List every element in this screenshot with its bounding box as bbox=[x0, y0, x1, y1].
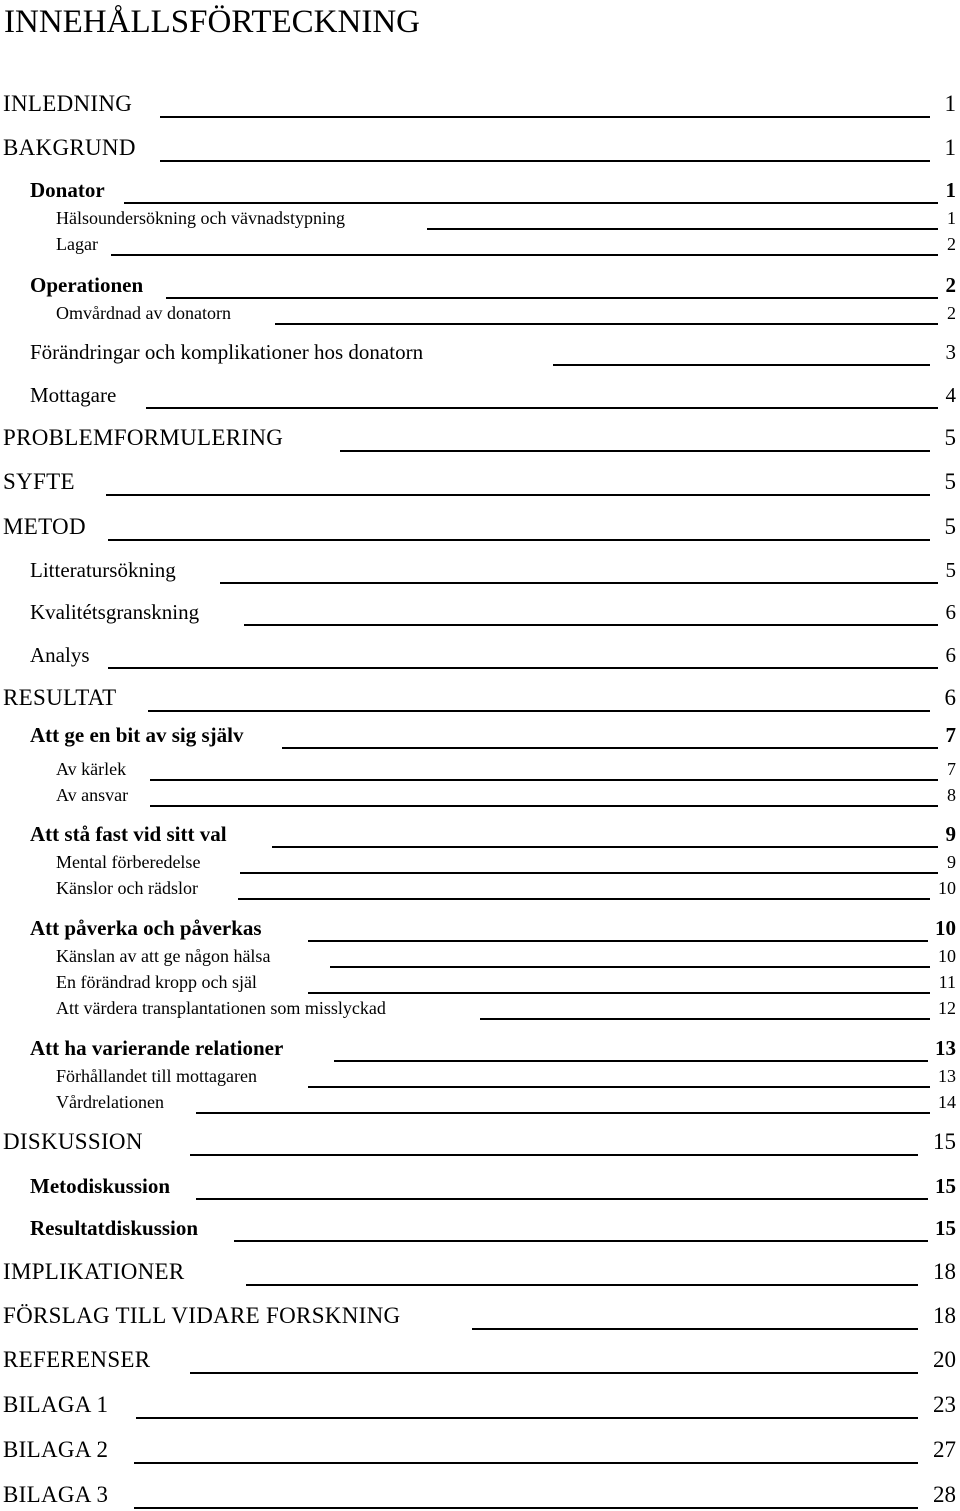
toc-entry-page-number: 18 bbox=[933, 1259, 956, 1284]
toc-entry-page-number: 2 bbox=[947, 234, 956, 254]
toc-entry-label: Att ge en bit av sig själv bbox=[30, 723, 244, 747]
leader-line bbox=[190, 1372, 918, 1374]
toc-entry-label: DISKUSSION bbox=[3, 1129, 143, 1154]
page-title: INNEHÅLLSFÖRTECKNING bbox=[4, 4, 420, 40]
toc-entry-page-number: 23 bbox=[933, 1392, 956, 1417]
toc-entry-label: Lagar bbox=[56, 234, 98, 254]
toc-entry-page-number: 18 bbox=[933, 1303, 956, 1328]
toc-entry-label: Kvalitétsgranskning bbox=[30, 600, 200, 624]
toc-entry-label: FÖRSLAG TILL VIDARE FORSKNING bbox=[3, 1303, 401, 1328]
toc-entry-label: En förändrad kropp och själ bbox=[56, 972, 257, 992]
toc-entry-label: Känslan av att ge någon hälsa bbox=[56, 946, 271, 966]
toc-entry-label: Vårdrelationen bbox=[56, 1092, 164, 1112]
toc-entry-page-number: 5 bbox=[945, 558, 956, 582]
toc-entry bbox=[0, 297, 960, 327]
toc-entry bbox=[0, 1172, 960, 1202]
toc-entry-label: Att påverka och påverkas bbox=[30, 916, 262, 940]
toc-entry-page-number: 6 bbox=[945, 600, 956, 624]
leader-line bbox=[160, 160, 930, 162]
toc-entry-page-number: 14 bbox=[938, 1092, 956, 1112]
toc-entry-label: BILAGA 1 bbox=[3, 1392, 109, 1417]
toc-entry-page-number: 28 bbox=[933, 1482, 956, 1507]
leader-line bbox=[160, 116, 930, 118]
leader-line bbox=[108, 667, 938, 669]
leader-line bbox=[196, 1198, 928, 1200]
toc-entry-page-number: 7 bbox=[947, 759, 956, 779]
toc-entry-label: BAKGRUND bbox=[3, 135, 136, 160]
toc-entry bbox=[0, 90, 960, 120]
leader-line bbox=[553, 364, 930, 366]
toc-entry-label: Analys bbox=[30, 643, 90, 667]
leader-line bbox=[190, 1154, 918, 1156]
leader-line bbox=[108, 539, 930, 541]
leader-line bbox=[111, 254, 938, 256]
toc-entry-page-number: 2 bbox=[945, 273, 956, 297]
toc-entry-page-number: 1 bbox=[944, 135, 956, 160]
leader-line bbox=[220, 582, 938, 584]
toc-entry-label: INLEDNING bbox=[3, 91, 133, 116]
toc-entry-label: Av kärlek bbox=[56, 759, 127, 779]
toc-entry bbox=[0, 641, 960, 671]
toc-entry-page-number: 5 bbox=[944, 514, 956, 539]
toc-entry-page-number: 15 bbox=[935, 1174, 956, 1198]
toc-entry-page-number: 11 bbox=[938, 972, 956, 992]
toc-entry-page-number: 5 bbox=[944, 425, 956, 450]
leader-line bbox=[196, 1112, 930, 1114]
toc-entry bbox=[0, 381, 960, 411]
leader-line bbox=[150, 805, 938, 807]
toc-entry-label: Operationen bbox=[30, 273, 144, 297]
toc-entry-page-number: 13 bbox=[935, 1036, 956, 1060]
toc-entry bbox=[0, 513, 960, 543]
leader-line bbox=[244, 624, 938, 626]
leader-line bbox=[238, 898, 930, 900]
leader-line bbox=[480, 1018, 930, 1020]
toc-entry-label: Att värdera transplantationen som misslyckad bbox=[56, 998, 386, 1018]
leader-line bbox=[472, 1328, 918, 1330]
toc-entry bbox=[0, 1128, 960, 1158]
toc-entry-label: RESULTAT bbox=[3, 685, 117, 710]
toc-entry-label: METOD bbox=[3, 514, 86, 539]
toc-entry-label: Hälsoundersökning och vävnadstypning bbox=[56, 208, 345, 228]
toc-entry-page-number: 4 bbox=[945, 383, 956, 407]
toc-entry-label: REFERENSER bbox=[3, 1347, 151, 1372]
toc-entry-label: SYFTE bbox=[3, 469, 75, 494]
toc-entry-page-number: 1 bbox=[945, 178, 956, 202]
toc-entry-label: Att stå fast vid sitt val bbox=[30, 822, 227, 846]
toc-entry-page-number: 8 bbox=[947, 785, 956, 805]
toc-entry-page-number: 15 bbox=[935, 1216, 956, 1240]
toc-entry bbox=[0, 598, 960, 628]
leader-line bbox=[282, 747, 938, 749]
leader-line bbox=[234, 1240, 928, 1242]
toc-entry-page-number: 12 bbox=[938, 998, 956, 1018]
toc-entry-page-number: 20 bbox=[933, 1347, 956, 1372]
toc-entry-page-number: 9 bbox=[945, 822, 956, 846]
leader-line bbox=[148, 710, 930, 712]
toc-entry-page-number: 3 bbox=[945, 340, 956, 364]
toc-entry bbox=[0, 134, 960, 164]
toc-entry-label: Omvårdnad av donatorn bbox=[56, 303, 231, 323]
toc-entry-label: Av ansvar bbox=[56, 785, 129, 805]
toc-entry bbox=[0, 1258, 960, 1288]
leader-line bbox=[106, 494, 930, 496]
toc-entry-page-number: 5 bbox=[944, 469, 956, 494]
toc-entry-label: PROBLEMFORMULERING bbox=[3, 425, 284, 450]
toc-entry bbox=[0, 1302, 960, 1332]
toc-entry-page-number: 15 bbox=[933, 1129, 956, 1154]
toc-entry-label: Mottagare bbox=[30, 383, 117, 407]
toc-entry-page-number: 10 bbox=[938, 878, 956, 898]
toc-entry bbox=[0, 1346, 960, 1376]
toc-entry-page-number: 6 bbox=[945, 643, 956, 667]
toc-entry-label: Att ha varierande relationer bbox=[30, 1036, 284, 1060]
toc-entry-page-number: 7 bbox=[945, 723, 956, 747]
toc-entry bbox=[0, 228, 960, 258]
toc-entry bbox=[0, 992, 960, 1022]
toc-entry bbox=[0, 721, 960, 751]
toc-entry bbox=[0, 1481, 960, 1511]
toc-entry bbox=[0, 872, 960, 902]
leader-line bbox=[246, 1284, 918, 1286]
leader-line bbox=[275, 323, 938, 325]
toc-entry bbox=[0, 1391, 960, 1421]
toc-entry-label: Förhållandet till mottagaren bbox=[56, 1066, 257, 1086]
toc-entry bbox=[0, 779, 960, 809]
toc-entry-label: Förändringar och komplikationer hos donatorn bbox=[30, 340, 424, 364]
toc-entry-page-number: 10 bbox=[938, 946, 956, 966]
toc-entry-page-number: 9 bbox=[947, 852, 956, 872]
toc-entry-label: Resultatdiskussion bbox=[30, 1216, 199, 1240]
toc-entry-page-number: 13 bbox=[938, 1066, 956, 1086]
toc-entry-label: Mental förberedelse bbox=[56, 852, 201, 872]
toc-entry bbox=[0, 556, 960, 586]
toc-entry-page-number: 6 bbox=[944, 685, 956, 710]
leader-line bbox=[136, 1417, 918, 1419]
toc-entry-label: BILAGA 2 bbox=[3, 1437, 109, 1462]
toc-entry-label: BILAGA 3 bbox=[3, 1482, 109, 1507]
toc-entry bbox=[0, 468, 960, 498]
toc-entry-label: Litteratursökning bbox=[30, 558, 176, 582]
toc-entry-page-number: 27 bbox=[933, 1437, 956, 1462]
leader-line bbox=[134, 1462, 918, 1464]
toc-entry-page-number: 1 bbox=[947, 208, 956, 228]
toc-entry-page-number: 10 bbox=[935, 916, 956, 940]
leader-line bbox=[146, 407, 938, 409]
toc-entry-label: Donator bbox=[30, 178, 105, 202]
toc-entry-page-number: 2 bbox=[947, 303, 956, 323]
toc-entry bbox=[0, 1436, 960, 1466]
toc-entry bbox=[0, 1086, 960, 1116]
toc-entry bbox=[0, 424, 960, 454]
toc-entry-label: Känslor och rädslor bbox=[56, 878, 198, 898]
toc-entry bbox=[0, 1214, 960, 1244]
leader-line bbox=[340, 450, 930, 452]
toc-entry-page-number: 1 bbox=[944, 91, 956, 116]
toc-entry bbox=[0, 338, 960, 368]
toc-entry bbox=[0, 684, 960, 714]
toc-entry-label: Metodiskussion bbox=[30, 1174, 171, 1198]
toc-entry-label: IMPLIKATIONER bbox=[3, 1259, 185, 1284]
